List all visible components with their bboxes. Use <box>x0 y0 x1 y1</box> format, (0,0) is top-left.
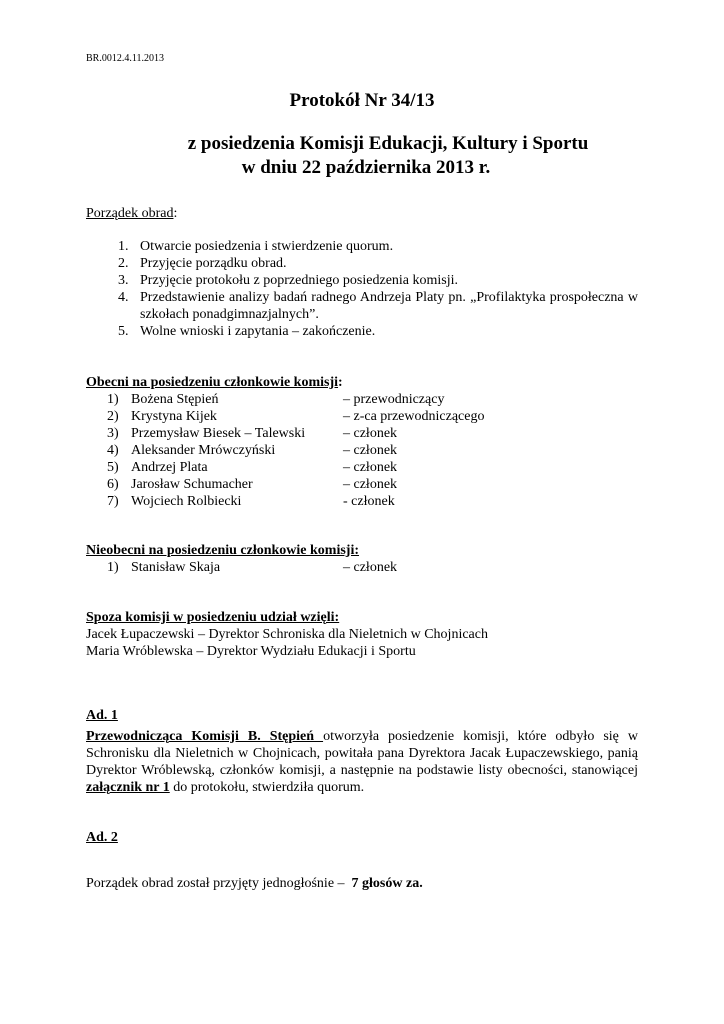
agenda-item-text: Przyjęcie protokołu z poprzedniego posiedzenia komisji. <box>140 273 459 288</box>
agenda-item <box>118 255 638 272</box>
agenda-item <box>118 323 638 340</box>
member-role: – członek <box>343 477 398 492</box>
agenda-heading: Porządek obrad: <box>86 206 178 221</box>
present-heading: Obecni na posiedzeniu członkowie komisji: <box>86 375 343 390</box>
member-number: 6) <box>107 477 119 492</box>
document-reference: BR.0012.4.11.2013 <box>86 53 164 64</box>
agenda-item <box>118 289 638 323</box>
ad1-heading: Ad. 1 <box>86 708 118 723</box>
agenda-list <box>118 238 638 340</box>
member-name: Bożena Stępień <box>131 392 219 407</box>
guest-line: Jacek Łupaczewski – Dyrektor Schroniska dla Nieletnich w Chojnicach <box>86 627 488 642</box>
member-number: 5) <box>107 460 119 475</box>
member-role: - członek <box>343 494 395 509</box>
member-number: 3) <box>107 426 119 441</box>
agenda-item-number: 4. <box>118 290 129 305</box>
ad1-text-1: otworzyła posiedzenie komisji, które odbyło się w Schronisku dla Nieletnich w Chojnicach, powitała pana Dyrektora Jacak Łupaczewskiego, panią Dyrektor Wróblewską, członków komisji, a następnie na podstawie listy obecności, stanowiącej <box>86 729 638 778</box>
agenda-item-text: Przedstawienie analizy badań radnego Andrzeja Platy pn. „Profilaktyka prospołeczna w szkołach ponadgimnazjalnych”. <box>140 290 638 322</box>
member-name: Wojciech Rolbiecki <box>131 494 242 509</box>
member-name: Przemysław Biesek – Talewski <box>131 426 306 441</box>
ad2-votes: 7 głosów za. <box>351 876 423 891</box>
agenda-item-number: 1. <box>118 239 129 254</box>
ad1-paragraph <box>86 728 638 796</box>
document-title: Protokół Nr 34/13 <box>289 90 435 111</box>
member-role: – członek <box>343 426 398 441</box>
member-number: 2) <box>107 409 119 424</box>
agenda-item <box>118 272 638 289</box>
member-number: 1) <box>107 392 119 407</box>
member-number: 4) <box>107 443 119 458</box>
member-name: Jarosław Schumacher <box>131 477 253 492</box>
member-number: 7) <box>107 494 119 509</box>
agenda-item-text: Otwarcie posiedzenia i stwierdzenie quorum. <box>140 239 394 254</box>
ad2-text: Porządek obrad został przyjęty jednogłośnie – <box>86 876 352 891</box>
guest-line: Maria Wróblewska – Dyrektor Wydziału Edukacji i Sportu <box>86 644 416 659</box>
attachment-reference: załącznik nr 1 <box>86 780 170 795</box>
guests-heading: Spoza komisji w posiedzeniu udział wzięli: <box>86 610 340 625</box>
present-heading-text: Obecni na posiedzeniu członkowie komisji <box>86 375 339 390</box>
member-role: – członek <box>343 560 398 575</box>
member-role: – z-ca przewodniczącego <box>343 409 485 424</box>
ad1-lead: Przewodnicząca Komisji B. Stępień <box>86 729 324 744</box>
absent-heading: Nieobecni na posiedzeniu członkowie komisji: <box>86 543 360 558</box>
member-role: – przewodniczący <box>343 392 445 407</box>
ad2-heading: Ad. 2 <box>86 830 118 845</box>
document-subtitle-date: w dniu 22 października 2013 r. <box>241 157 491 178</box>
member-name: Andrzej Plata <box>131 460 208 475</box>
agenda-item-text: Wolne wnioski i zapytania – zakończenie. <box>140 324 376 339</box>
agenda-item-number: 5. <box>118 324 129 339</box>
member-role: – członek <box>343 460 398 475</box>
member-name: Krystyna Kijek <box>131 409 217 424</box>
member-name: Aleksander Mrówczyński <box>131 443 276 458</box>
ad2-paragraph <box>86 875 638 892</box>
member-number: 1) <box>107 560 119 575</box>
agenda-item-text: Przyjęcie porządku obrad. <box>140 256 287 271</box>
agenda-item-number: 3. <box>118 273 129 288</box>
agenda-item <box>118 238 638 255</box>
document-subtitle-committee: z posiedzenia Komisji Edukacji, Kultury i Sportu <box>187 133 589 154</box>
member-role: – członek <box>343 443 398 458</box>
agenda-item-number: 2. <box>118 256 129 271</box>
ad1-text-2: do protokołu, stwierdziła quorum. <box>169 780 365 795</box>
agenda-heading-text: Porządek obrad <box>86 206 174 221</box>
member-name: Stanisław Skaja <box>131 560 221 575</box>
